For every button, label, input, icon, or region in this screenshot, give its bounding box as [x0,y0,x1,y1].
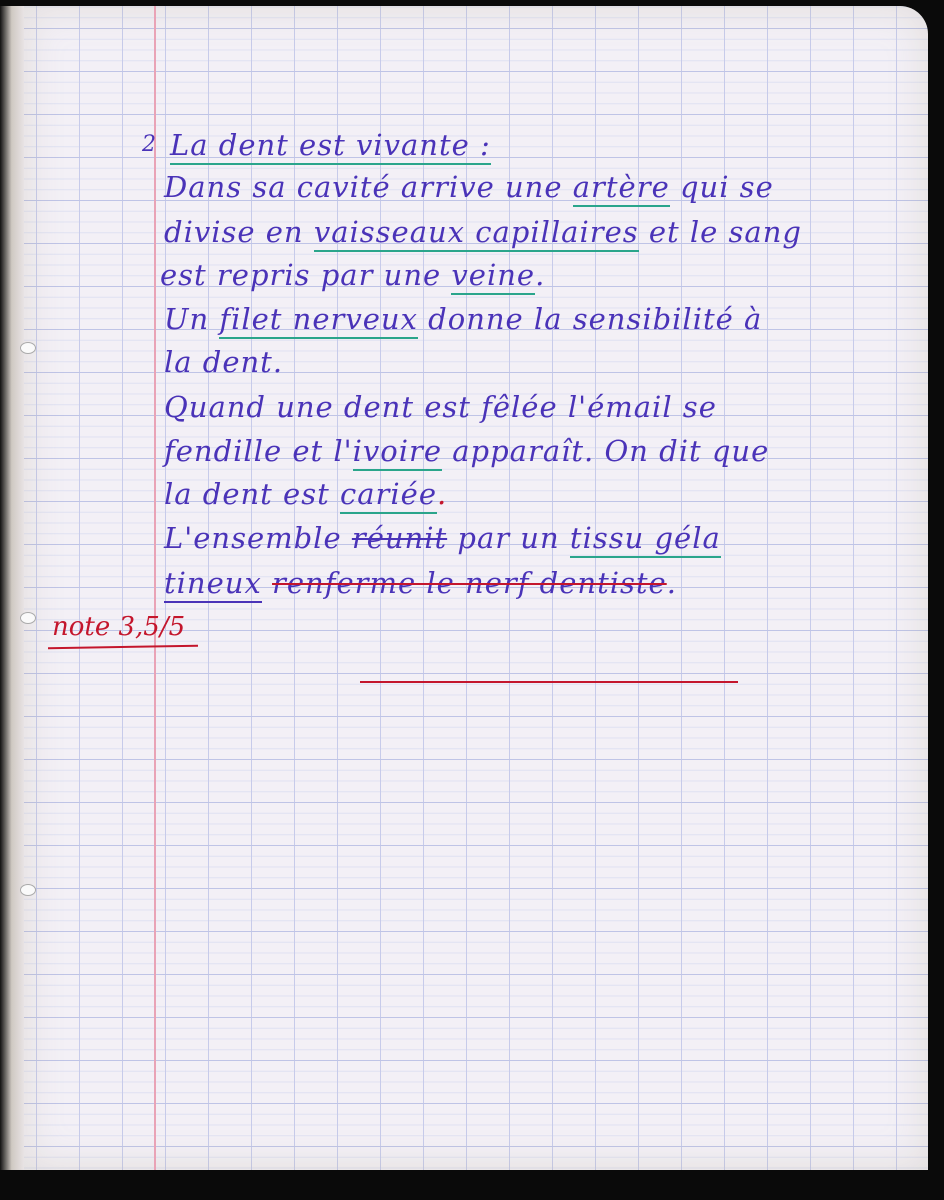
text-line [164,434,769,468]
underlined-term: vaisseaux capillaires [314,215,639,252]
margin-line [154,6,156,1170]
notebook-spine [0,6,26,1170]
text-segment: Un [164,302,220,336]
text-segment: apparaît. On dit que [442,434,770,468]
text-line [164,345,283,379]
binding-hole [20,342,36,354]
binding-hole [20,884,36,896]
text-segment: L'ensemble [164,521,352,555]
text-segment: Dans sa cavité arrive une [164,170,573,204]
underlined-term: cariée [340,477,437,514]
text-line [160,258,545,292]
item-number: 2 [142,132,157,157]
text-line [164,390,717,424]
text-segment: divise en [164,215,314,249]
text-segment: donne la sensibilité à [417,302,763,336]
underlined-term: tineux [164,566,262,603]
text-segment: la dent est [164,477,340,511]
underlined-term: artère [573,170,670,207]
struck-phrase: renferme le nerf dentiste [272,566,667,600]
text-segment: fendille et l' [164,434,353,468]
text-line [164,215,802,249]
text-segment: . [535,258,546,292]
text-line [164,170,774,204]
end-rule [360,681,738,683]
underlined-term: filet nerveux [219,302,418,339]
text-segment: . [666,566,677,600]
text-line [164,302,762,336]
struck-word: réunit [351,521,448,555]
text-line [164,566,677,600]
grade-note: note 3,5/5 [52,612,186,642]
text-segment: qui se [669,170,774,204]
text-line [164,477,447,511]
binding-hole [20,612,36,624]
red-correction: . [436,477,448,511]
text-segment: par un [447,521,570,555]
text-segment: est repris par une [160,258,452,292]
text-line [164,521,721,555]
section-heading: La dent est vivante : [170,128,491,165]
text-segment: Quand une dent est fêlée l'émail se [164,390,717,424]
underlined-term: tissu géla [570,521,721,558]
text-segment: la dent. [164,345,284,379]
text-segment: et le sang [638,215,802,249]
underlined-term: ivoire [353,434,442,471]
underlined-term: veine [451,258,535,295]
